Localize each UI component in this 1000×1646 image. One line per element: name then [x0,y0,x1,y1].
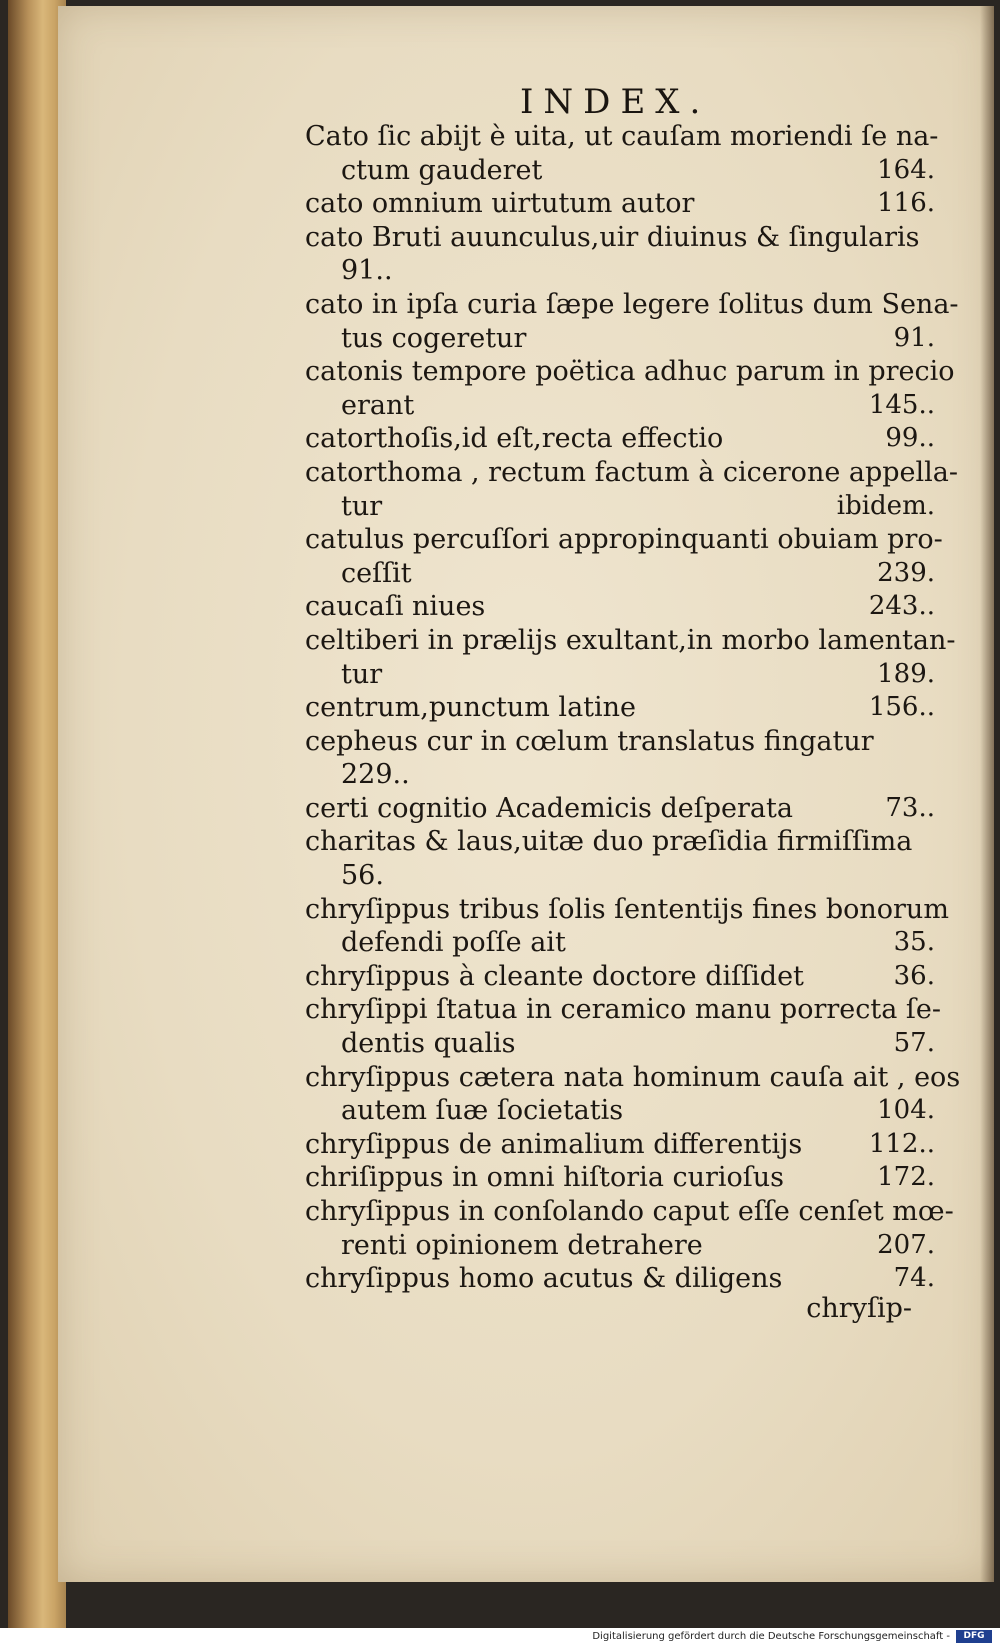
index-entry [305,893,949,960]
entry-text: chryſippus de animalium differentijs [305,1128,803,1160]
entry-text: caucaſi niues [305,591,486,623]
entry-continuation: tur [341,658,383,690]
page-reference: 164. [877,154,935,185]
index-entry [305,993,941,1060]
index-entry [305,792,935,826]
entry-continuation: 229.. [341,759,410,791]
entry-text: chryſippus tribus ſolis ſententijs fines bonorum [305,893,949,925]
page-reference: 145.. [868,389,935,420]
entry-text: Cato ſic abijt è uita, ut cauſam moriendi ſe na- [305,121,939,152]
entry-continuation: 91.. [341,255,393,287]
entry-continuation: tur [341,490,383,522]
entry-text: cato in ipſa curia ſæpe legere ſolitus dum Sena- [305,288,959,320]
entry-text: cepheus cur in cœlum translatus fingatur [305,725,874,757]
index-entry [305,725,935,792]
page-reference: 207. [877,1229,935,1260]
entry-continuation: autem ſuæ ſocietatis [341,1095,624,1127]
entry-continuation: ceſſit [341,557,412,589]
running-head: INDEX. [520,82,711,122]
page-reference: 91. [893,322,935,353]
entry-text: certi cognitio Academicis deſperata [305,792,793,824]
page-reference: ibidem. [836,490,935,521]
entry-text: catorthoma , rectum factum à cicerone appella- [305,456,959,488]
page-reference: 172. [877,1162,935,1193]
index-entry [305,1262,935,1296]
catchword: chryſip- [806,1293,912,1324]
index-entry [305,1161,935,1195]
entry-text: catonis tempore poëtica adhuc parum in precio [305,356,955,388]
index-entry [305,590,935,624]
page-reference: 74. [893,1263,935,1294]
index-entries [305,120,961,1296]
page-reference: 36. [893,960,935,991]
index-entry [305,825,935,892]
entry-text: catorthoſis,id eſt,recta effectio [305,423,724,455]
index-entry [305,355,955,422]
page-reference: 57. [893,1028,935,1059]
entry-text: chryſippus cætera nata hominum cauſa ait , eos [305,1061,961,1093]
index-entry [305,422,935,456]
page-reference: 104. [877,1095,935,1126]
page-reference: 99.. [885,423,935,454]
index-entry [305,288,959,355]
entry-text: chryſippus à cleante doctore diſſidet [305,960,804,992]
index-entry [305,187,935,221]
index-entry [305,1195,954,1262]
entry-continuation: 56. [341,860,384,892]
entry-continuation: dentis qualis [341,1028,516,1060]
page-reference: 156.. [868,692,935,723]
page-reference: 239. [877,557,935,588]
page-reference: 112.. [868,1128,935,1159]
digitization-credit: Digitalisierung gefördert durch die Deutsche Forschungsgemeinschaft - [592,1631,950,1642]
entry-text: chryſippi ſtatua in ceramico manu porrecta ſe- [305,994,941,1026]
index-entry [305,523,943,590]
page-reference: 243.. [868,591,935,622]
entry-continuation: renti opinionem detrahere [341,1229,703,1261]
index-entry [305,120,939,187]
page-reference: 73.. [885,792,935,823]
entry-text: chryſippus in conſolando caput eſſe cenſet mœ- [305,1196,954,1227]
entry-text: cato omnium uirtutum autor [305,188,695,220]
entry-text: cato Bruti auunculus,uir diuinus & ſingularis [305,221,920,253]
index-entry [305,960,935,994]
page-gutter-shadow [980,6,994,1582]
entry-text: chryſippus homo acutus & diligens [305,1263,783,1295]
index-entry [305,1061,961,1128]
page-reference: 116. [877,188,935,219]
index-entry [305,1128,935,1162]
entry-text: chriſippus in omni hiſtoria curioſus [305,1162,785,1194]
entry-text: catulus percuſſori appropinquanti obuiam pro- [305,524,943,556]
entry-continuation: ctum gauderet [341,154,543,186]
index-entry [305,221,935,288]
index-entry [305,624,956,691]
entry-text: charitas & laus,uitæ duo præſidia firmiſſima [305,826,913,858]
entry-continuation: erant [341,389,415,421]
page-reference: 189. [877,658,935,689]
entry-text: centrum,punctum latine [305,692,637,724]
index-entry [305,456,959,523]
entry-text: celtiberi in prælijs exultant,in morbo lamentan- [305,624,956,656]
page-reference: 35. [893,927,935,958]
index-entry [305,691,935,725]
dfg-logo: DFG [956,1630,992,1643]
entry-continuation: tus cogeretur [341,322,527,354]
entry-continuation: defendi poſſe ait [341,927,566,959]
